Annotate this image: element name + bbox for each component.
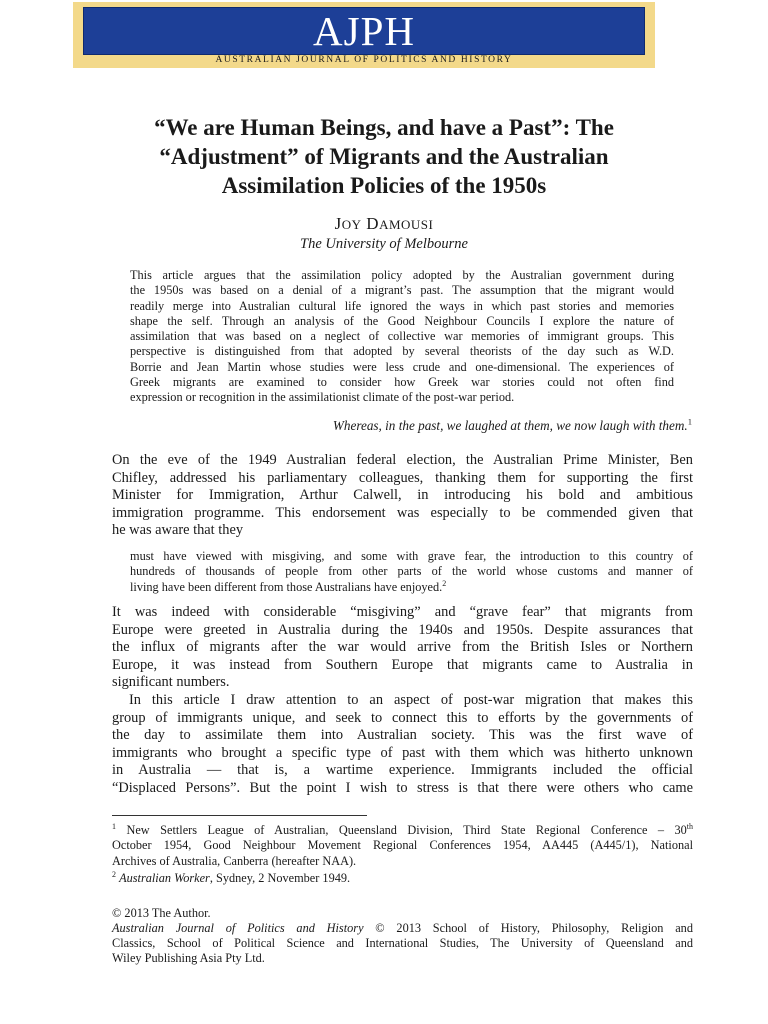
footnote-ref[interactable]: 2	[442, 578, 447, 588]
quote-line	[130, 580, 693, 595]
copyright-line: Classics, School of Political Science and International Studies, The University of Queensland and	[112, 936, 693, 950]
paragraph-line: In this article I draw attention to an aspect of post-war migration that makes this	[129, 692, 693, 708]
author-smallcaps: JOY DAMOUSI	[334, 214, 434, 233]
footnote-text: New Settlers League of Australian, Queensland Division, Third State Regional Conference – 30	[126, 823, 687, 837]
epigraph-text: Whereas, in the past, we laughed at them, we now laugh with them.	[332, 418, 688, 433]
abstract-line: assimilation that was based on a neglect of collective war memories of immigrant groups. This	[130, 329, 674, 344]
paragraph-line: It was indeed with considerable “misgiving” and “grave fear” that migrants from	[112, 604, 693, 620]
abstract-line: perspective is distinguished from that adopted by several theorists of the day such as W.D.	[130, 344, 674, 359]
footnote-text: , Sydney, 2 November 1949.	[209, 871, 351, 885]
footnote-number: 1	[112, 821, 116, 831]
paragraph-line: in Australia — that is, a wartime experience. Immigrants included the official	[112, 762, 693, 779]
footnote-superscript: th	[686, 821, 694, 831]
paragraph-line: On the eve of the 1949 Australian federal election, the Australian Prime Minister, Ben	[112, 452, 693, 468]
abstract-line: shape the self. Through an analysis of the Good Neighbour Councils I explore the nature of	[130, 313, 674, 328]
paragraph-line: significant numbers.	[112, 674, 230, 691]
abstract	[130, 268, 674, 406]
quote-line: must have viewed with misgiving, and some with grave fear, the introduction to this country of	[130, 549, 693, 563]
block-quote	[130, 549, 693, 595]
copyright-line: Wiley Publishing Asia Pty Ltd.	[112, 951, 265, 965]
abstract-line: Greek migrants are examined to consider how Greek war stories could not often find	[130, 375, 674, 390]
footnote-divider	[112, 815, 367, 816]
paragraph-line: Europe, it was instead from Southern Europe that migrants came to Australia in	[112, 656, 693, 673]
paragraph-line: the day to assimilate them into Australian society. This was the first wave of	[112, 727, 693, 744]
paragraph-line: “Displaced Persons”. But the point I wish to stress is that there were others who came	[112, 779, 693, 796]
body-paragraph-2	[112, 604, 693, 692]
author-affiliation: The University of Melbourne	[300, 236, 468, 252]
paragraph-line: group of immigrants unique, and seek to connect this to efforts by the governments of	[112, 709, 693, 726]
body-paragraph-1	[112, 452, 693, 540]
title-line: Assimilation Policies of the 1950s	[221, 173, 547, 198]
copyright-text: © 2013 School of History, Philosophy, Religion and	[363, 921, 693, 935]
epigraph	[333, 418, 692, 434]
quote-line-text: living have been different from those Australians have enjoyed.	[130, 579, 443, 594]
footnote-line: October 1954, Good Neighbour Movement Regional Conferences 1954, AA445 (A445/1), National	[112, 838, 693, 853]
footnote-1	[112, 823, 693, 869]
journal-logo-box	[83, 7, 645, 55]
abstract-line: This article argues that the assimilation policy adopted by the Australian government during	[130, 268, 674, 282]
copyright-line: © 2013 The Author.	[112, 906, 211, 920]
article-title	[110, 113, 658, 200]
footnote-line: Archives of Australia, Canberra (hereafter NAA).	[112, 853, 357, 868]
footnote-line	[112, 823, 693, 838]
paragraph-line: Minister for Immigration, Arthur Calwell, in introducing his bold and ambitious	[112, 487, 693, 504]
copyright-line	[112, 921, 693, 936]
paragraph-line: the influx of migrants after the war would arrive from the British Isles or Northern	[112, 639, 693, 656]
title-line: “We are Human Beings, and have a Past”: The	[154, 115, 614, 140]
abstract-line: expression or recognition in the assimilationist climate of the post-war period.	[130, 390, 515, 405]
journal-logo: AJPH	[313, 8, 415, 54]
footnote-ref[interactable]: 1	[687, 416, 692, 427]
footnote-source: Australian Worker	[119, 871, 210, 885]
paragraph-line: immigrants who brought a specific type of past with them which was hitherto unknown	[112, 744, 693, 761]
paragraph-line: Europe were greeted in Australia during the 1940s and 1950s. Despite assurances that	[112, 621, 693, 638]
abstract-line: Borrie and Jean Martin whose studies were less crude and one-dimensional. The experiences of	[130, 359, 674, 374]
journal-subtitle: AUSTRALIAN JOURNAL OF POLITICS AND HISTORY	[215, 55, 513, 65]
footnote-2	[112, 871, 693, 886]
author-name	[0, 214, 768, 234]
quote-line: hundreds of thousands of people from other parts of the world whose customs and manner of	[130, 564, 693, 579]
abstract-line: readily merge into Australian cultural life ignored the ways in which past stories and memories	[130, 298, 674, 313]
footnote-number: 2	[112, 869, 116, 879]
abstract-line: the 1950s was based on a denial of a migrant’s past. The assumption that the migrant would	[130, 283, 674, 298]
footnote-line	[112, 871, 693, 886]
title-line: “Adjustment” of Migrants and the Australian	[159, 144, 609, 169]
paragraph-line: he was aware that they	[112, 522, 244, 539]
body-paragraph-3	[112, 692, 693, 798]
paragraph-line: immigration programme. This endorsement was especially to be commended given that	[112, 504, 693, 521]
copyright-block	[112, 906, 693, 966]
paragraph-line: Chifley, addressed his parliamentary colleagues, thanking them for supporting the first	[112, 469, 693, 486]
journal-banner	[73, 2, 655, 68]
copyright-journal: Australian Journal of Politics and History	[112, 921, 364, 935]
